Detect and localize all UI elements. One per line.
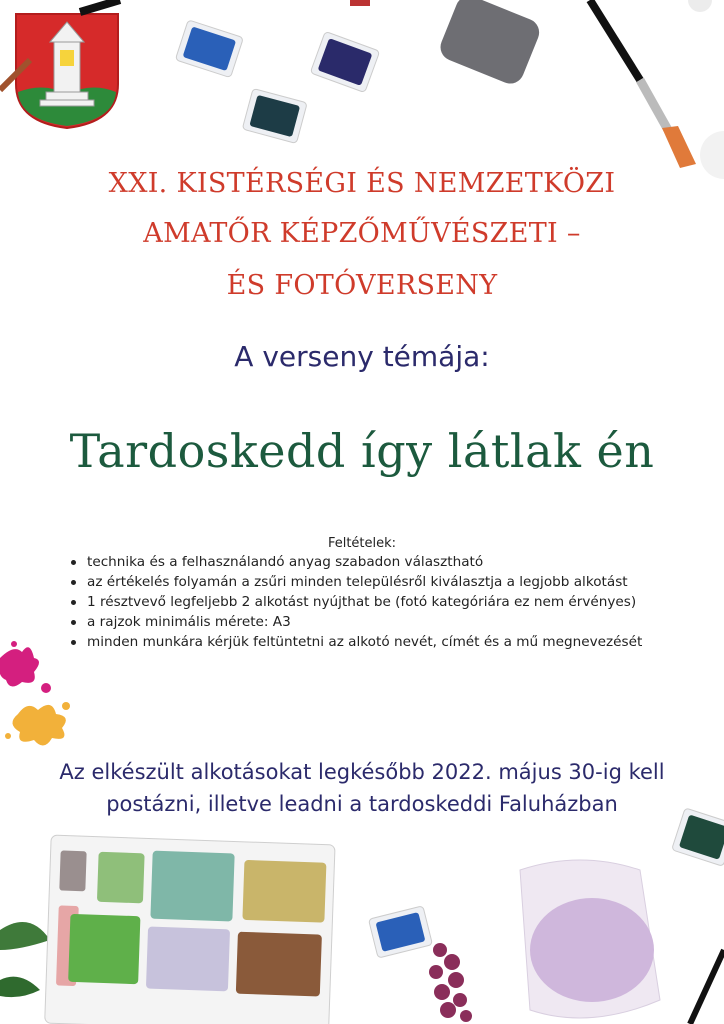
conditions-heading: Feltételek:	[327, 536, 397, 551]
paint-splash-decoration	[0, 636, 80, 752]
conditions-list	[70, 552, 642, 652]
condition-item: minden munkára kérjük feltüntetni az alkotó nevét, címét és a mű megnevezését	[70, 632, 642, 652]
art-supplies-top-decoration	[0, 0, 724, 180]
condition-item: a rajzok minimális mérete: A3	[70, 612, 642, 632]
title-line-1: XXI. KISTÉRSÉGI ÉS NEMZETKÖZI	[108, 168, 616, 199]
deadline-line-1: Az elkészült alkotásokat legkésőbb 2022. május 30-ig kell	[59, 760, 665, 784]
theme-label: A verseny témája:	[234, 340, 490, 373]
deadline-line-2: postázni, illetve leadni a tardoskeddi Faluházban	[106, 792, 618, 816]
title-line-2: AMATŐR KÉPZŐMŰVÉSZETI –	[143, 218, 581, 249]
theme-title: Tardoskedd így látlak én	[69, 424, 655, 478]
title-line-3: ÉS FOTÓVERSENY	[226, 270, 498, 301]
condition-item: az értékelés folyamán a zsűri minden településről kiválasztja a legjobb alkotást	[70, 572, 642, 592]
art-supplies-bottom-decoration	[0, 800, 724, 1024]
condition-item: technika és a felhasználandó anyag szabadon választható	[70, 552, 642, 572]
condition-item: 1 résztvevő legfeljebb 2 alkotást nyújthat be (fotó kategóriára ez nem érvényes)	[70, 592, 642, 612]
